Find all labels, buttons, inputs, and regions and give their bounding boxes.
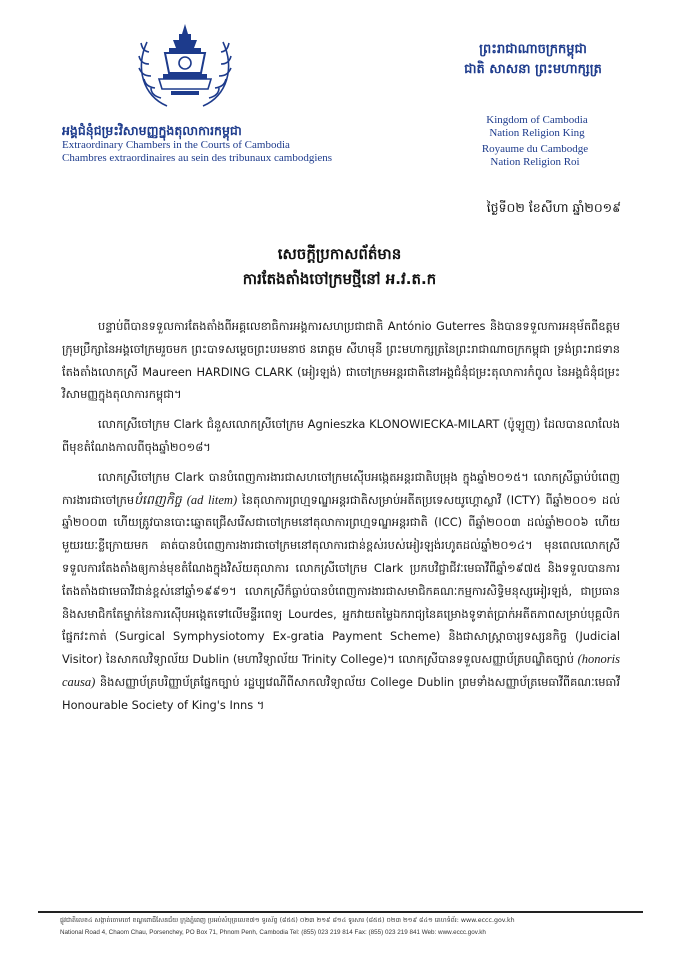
eccc-emblem-icon — [125, 18, 245, 114]
org-name-english: Extraordinary Chambers in the Courts of Cambodia — [62, 139, 290, 151]
paragraph-2: លោកស្រីចៅក្រម Clark ជំនួសលោកស្រីចៅក្រម Agnieszka KLONOWIECKA-MILART (ប៉ូឡូញ) ដែលបានលាលែងពីមុខតំណែងកាលពីចុងឆ្នាំ២០១៨។ — [62, 417, 620, 454]
organization-block — [62, 122, 362, 165]
footer-divider — [38, 911, 643, 913]
footer-address-khmer: ផ្លូវជាតិលេខ៤ សង្កាត់ចោមចៅ ខណ្ឌពោធិ៍សែនជ័យ ក្រុងភ្នំពេញ ប្រអប់សំបុត្រលេខ៧១ ទូរស័ព្ទ (៨៥៥) ០២៣ ២១៩ ៨១៤ ទូរសារ (៨៥៥) ០២៣ ២១៩ ៨៤១ គេហទំព័រ: www.eccc.gov.kh — [60, 917, 515, 924]
org-name-french: Chambres extraordinaires au sein des tribunaux cambodgiens — [62, 152, 333, 164]
ad-litem-latin: (ad litem) — [186, 492, 238, 507]
kingdom-english-line1: Kingdom of Cambodia — [486, 114, 588, 126]
press-release-body — [62, 315, 620, 717]
paragraph-3 — [62, 466, 620, 717]
paragraph-3-part-c: និងសញ្ញាប័ត្របរិញ្ញាប័ត្រផ្នែកច្បាប់ រដ្ឋប្បវេណីពីសាកលវិទ្យាល័យ College Dublin ព្រមទាំងសញ្ញាប័ត្រមេធាវីពីគណៈមេធាវី Honourable Society of King's Inns ។ — [62, 674, 620, 712]
paragraph-1: បន្ទាប់ពីបានទទួលការតែងតាំងពីអគ្គលេខាធិការអង្គការសហប្រជាជាតិ António Guterres និងបានទទួលការអនុម័តពីឧត្តមក្រុមប្រឹក្សានៃអង្គចៅក្រមរួចមក ព្រះបាទសម្តេចព្រះបរមនាថ នរោត្តម សីហមុនី ព្រះមហាក្សត្រនៃព្រះរាជាណាចក្រកម្ពុជា ទ្រង់ព្រះរាជទានតែងតាំងលោកស្រី Maureen HARDING CLARK (អៀរឡង់) ជាចៅក្រមអន្តរជាតិនៅអង្គជំនុំជម្រះតុលាការកំពូល នៃអង្គជំនុំជម្រះវិសាមញ្ញក្នុងតុលាការកម្ពុជា។ — [62, 319, 620, 402]
motto-khmer: ជាតិ សាសនា ព្រះមហាក្សត្រ — [464, 62, 602, 77]
paragraph-3-part-b: នៃតុលាការព្រហ្មទណ្ឌអន្តរជាតិសម្រាប់អតីតប្រទេសយូហ្គោស្លាវី (ICTY) ពីឆ្នាំ២០០១ ដល់ឆ្នាំ២០០៣ ហើយត្រូវបានបោះឆ្នោតជ្រើសរើសជាចៅក្រមនៅតុលាការព្រហ្មទណ្ឌអន្តរជាតិ (ICC) ពីឆ្នាំ២០០៣ ដល់ឆ្នាំ២០០៦ ហើយមួយរយៈខ្លីក្រោយមក គាត់បានបំពេញការងារជាចៅក្រមនៅតុលាការជាន់ខ្ពស់របស់អៀរឡង់រហូតដល់ឆ្នាំ២០១៤។ មុនពេលលោកស្រីទទួលការតែងតាំងឲ្យកាន់មុខតំណែងក្នុងវិស័យតុលាការ លោកស្រីចៅក្រម Clark ប្រកបវិជ្ជាជីវៈមេធាវីពីឆ្នាំ១៩៧៥ និងទទួលបានការតែងតាំងជាមេធាវីជាន់ខ្ពស់នៅឆ្នាំ១៩៩១។ លោកស្រីក៏ធ្លាប់បានបំពេញការងារជាសមាជិកគណៈកម្មការសិទ្ធិមនុស្សអៀរឡង់, ជាប្រធាន និងសមាជិកតែម្នាក់នៃការស៊ើបអង្កេតទៅលើមន្ទីរពេទ្យ Lourdes, អ្នកវាយតម្លៃឯករាជ្យនៃគម្រោងទូទាត់ប្រាក់អតីតភាពសម្រាប់បុគ្គលិកផ្នែកវះកាត់ (Surgical Symphysiotomy Ex-gratia Payment Scheme) និងជាសាស្ត្រាចារ្យទស្សនកិច្ច (Judicial Visitor) នៃសាកលវិទ្យាល័យ Dublin (មហាវិទ្យាល័យ Trinity College)។ លោកស្រីបានទទួលសញ្ញាប័ត្របណ្ឌិតច្បាប់ — [62, 492, 621, 667]
honoris-causa: (honoris causa) — [62, 652, 621, 689]
document-subtitle: ការតែងតាំងចៅក្រមថ្មីនៅ អ.វ.ត.ក — [242, 270, 437, 288]
kingdom-french — [455, 143, 615, 169]
footer-address-english: National Road 4, Chaom Chau, Porsenchey, PO Box 71, Phnom Penh, Cambodia Tel: (855) 023 219 814 Fax: (855) 023 219 841 Web: www.eccc.gov.kh — [60, 929, 486, 936]
paragraph-3-part-a: លោកស្រីចៅក្រម Clark បានបំពេញការងារជាសហចៅក្រមស៊ើបអង្កេតអន្តរជាតិបម្រុង ក្នុងឆ្នាំ២០១៥។ លោកស្រីធ្លាប់បំពេញការងារជាចៅក្រម — [62, 469, 620, 507]
kingdom-french-line1: Royaume du Cambodge — [481, 143, 589, 155]
document-title: សេចក្តីប្រកាសព័ត៌មាន — [277, 245, 402, 263]
document-date: ថ្ងៃទី០២ ខែសីហា ឆ្នាំ២០១៩ — [486, 200, 621, 215]
kingdom-header — [428, 40, 638, 80]
kingdom-english-line2: Nation Religion King — [489, 127, 585, 139]
kingdom-khmer: ព្រះរាជាណាចក្រកម្ពុជា — [479, 42, 587, 57]
kingdom-french-line2: Nation Religion Roi — [490, 156, 580, 168]
ad-litem-khmer: បំពេញកិច្ច — [134, 492, 182, 507]
kingdom-english — [462, 114, 612, 140]
org-name-khmer: អង្គជំនុំជម្រះវិសាមញ្ញក្នុងតុលាការកម្ពុជា — [62, 123, 242, 138]
